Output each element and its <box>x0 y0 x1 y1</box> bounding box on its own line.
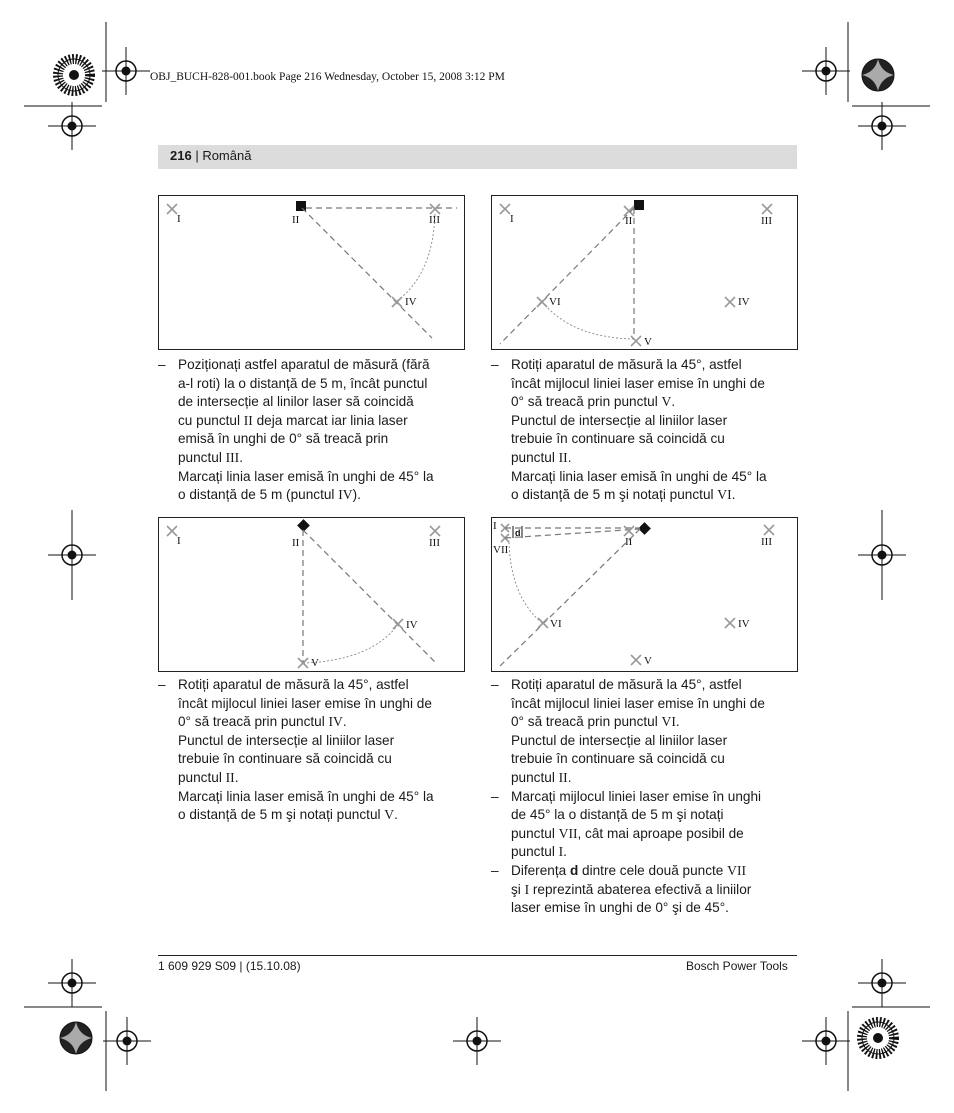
list-item <box>158 676 468 825</box>
text-line: 0° să treacă prin punctul VI. <box>511 714 680 730</box>
text-line: trebuie în continuare să coincidă cu <box>511 431 725 447</box>
text-line: punctul II. <box>511 449 572 465</box>
point-label-i: I <box>493 520 497 532</box>
point-label-v: V <box>644 655 652 667</box>
text-line: Marcați linia laser emisă în unghi de 45° la <box>178 468 434 484</box>
text-line: şi I reprezintă abaterea efectivă a liniilor <box>511 881 752 897</box>
text-line: Rotiți aparatul de măsură la 45°, astfel <box>511 357 742 372</box>
point-label-iii: III <box>429 214 440 226</box>
step-3-text <box>158 676 468 825</box>
point-label-vii: VII <box>493 544 509 556</box>
laser-device-icon <box>634 200 644 210</box>
text-line: cu punctul II deja marcat iar linia laser <box>178 412 408 428</box>
figure-step-1 <box>158 195 465 350</box>
text-line: Marcați linia laser emisă în unghi de 45° la <box>178 788 434 804</box>
header-language: Română <box>202 148 252 163</box>
point-label-v: V <box>644 336 652 348</box>
figure-step-3 <box>158 517 465 672</box>
point-label-ii: II <box>292 537 300 549</box>
footer-doc-number: 1 609 929 S09 | (15.10.08) <box>158 959 301 973</box>
text-line: punctul VII, cât mai aproape posibil de <box>511 825 744 841</box>
figure-step-2 <box>491 195 798 350</box>
point-label-iii: III <box>761 536 772 548</box>
footer-brand: Bosch Power Tools <box>686 959 788 973</box>
point-label-iv: IV <box>406 619 418 631</box>
point-label-iii: III <box>429 537 440 549</box>
list-item <box>158 356 468 505</box>
point-label-vi: VI <box>549 296 561 308</box>
text-line: de intersecție al linilor laser să coincidă <box>178 394 414 410</box>
page-header-band <box>158 145 797 169</box>
header-separator: | <box>191 148 203 163</box>
step-2-text <box>491 356 801 505</box>
point-label-ii: II <box>625 215 633 227</box>
text-line: Rotiți aparatul de măsură la 45°, astfel <box>178 677 409 692</box>
text-line: Poziționați astfel aparatul de măsură (fără <box>178 357 430 372</box>
text-line: Marcați linia laser emisă în unghi de 45° la <box>511 468 767 484</box>
text-line: trebuie în continuare să coincidă cu <box>178 751 392 767</box>
point-label-i: I <box>177 213 181 225</box>
list-dash: – <box>491 357 499 372</box>
list-item <box>491 676 801 788</box>
text-line: laser emise în unghi de 0° şi de 45°. <box>511 900 729 916</box>
list-item <box>491 788 801 862</box>
text-line: Punctul de intersecție al liniilor laser <box>511 412 728 428</box>
text-line: Rotiți aparatul de măsură la 45°, astfel <box>511 677 742 692</box>
point-label-iii: III <box>761 215 772 227</box>
list-item <box>491 356 801 505</box>
list-item <box>491 862 801 918</box>
text-line: o distanță de 5 m şi notați punctul V. <box>178 807 398 823</box>
point-label-i: I <box>177 535 181 547</box>
text-line: 0° să treacă prin punctul V. <box>511 394 676 410</box>
point-label-vi: VI <box>550 618 562 630</box>
text-line: încât mijlocul liniei laser emise în unghi de <box>178 695 432 711</box>
figure-step-4 <box>491 517 798 672</box>
text-line: o distanță de 5 m (punctul IV). <box>178 487 361 503</box>
text-line: punctul II. <box>178 769 239 785</box>
point-label-iv: IV <box>738 296 750 308</box>
text-line: Diferența d dintre cele două puncte VII <box>511 862 747 878</box>
text-line: o distanță de 5 m şi notați punctul VI. <box>511 487 736 503</box>
step-1-text <box>158 356 468 505</box>
text-line: încât mijlocul liniei laser emise în unghi de <box>511 375 765 391</box>
text-line: trebuie în continuare să coincidă cu <box>511 751 725 767</box>
point-label-iv: IV <box>738 618 750 630</box>
page-header <box>170 148 251 163</box>
list-dash: – <box>491 788 499 804</box>
deviation-label-d: d <box>515 528 521 538</box>
page-number: 216 <box>170 148 192 163</box>
list-dash: – <box>491 677 499 692</box>
point-label-ii: II <box>625 536 633 548</box>
text-line: a-l roti) la o distanță de 5 m, încât punctul <box>178 375 428 391</box>
footer-rule <box>158 955 797 956</box>
text-line: punctul II. <box>511 769 572 785</box>
text-line: Marcați mijlocul liniei laser emise în unghi <box>511 788 762 804</box>
text-line: încât mijlocul liniei laser emise în unghi de <box>511 695 765 711</box>
laser-device-icon <box>638 522 651 535</box>
text-line: de 45° la o distanță de 5 m şi notați <box>511 807 724 823</box>
laser-device-icon <box>296 201 306 211</box>
text-line: punctul III. <box>178 449 243 465</box>
text-line: Punctul de intersecție al liniilor laser <box>511 732 728 748</box>
point-label-i: I <box>510 213 514 225</box>
text-line: emisă în unghi de 0° să treacă prin <box>178 431 389 447</box>
text-line: punctul I. <box>511 844 567 860</box>
text-line: Punctul de intersecție al liniilor laser <box>178 732 395 748</box>
step-4-text <box>491 676 801 918</box>
list-dash: – <box>158 677 166 692</box>
point-label-ii: II <box>292 214 300 226</box>
point-label-v: V <box>311 657 319 669</box>
point-label-iv: IV <box>405 296 417 308</box>
list-dash: – <box>158 357 166 372</box>
text-line: 0° să treacă prin punctul IV. <box>178 714 347 730</box>
print-job-info: OBJ_BUCH-828-001.book Page 216 Wednesday, October 15, 2008 3:12 PM <box>150 71 505 83</box>
list-dash: – <box>491 862 499 878</box>
